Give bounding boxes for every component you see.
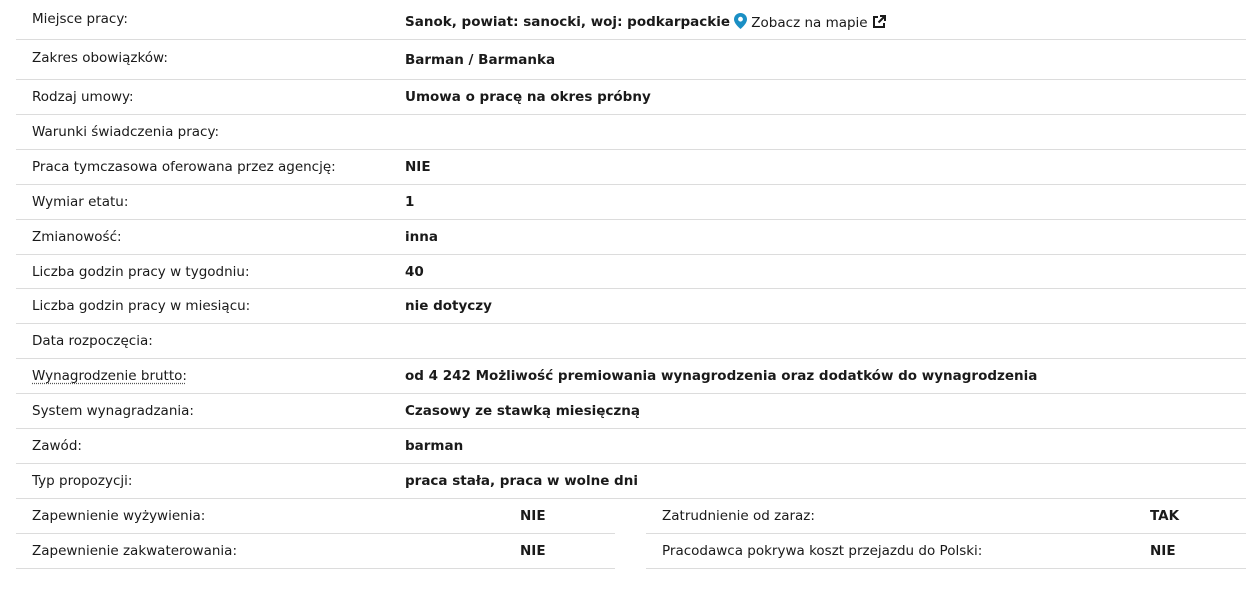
row-immediate-employment [646, 499, 1246, 534]
row-value: Czasowy ze stawką miesięczną [405, 403, 640, 419]
row-label: Zapewnienie zakwaterowania: [32, 543, 237, 559]
row-label: Praca tymczasowa oferowana przez agencję: [32, 159, 336, 175]
row-label: Liczba godzin pracy w miesiącu: [32, 298, 251, 314]
row-label: Warunki świadczenia pracy: [32, 124, 220, 140]
row-value: Barman / Barmanka [405, 52, 556, 68]
see-on-map-link[interactable] [734, 13, 886, 31]
row-value: 40 [405, 264, 424, 280]
see-on-map-label: Zobacz na mapie [751, 15, 868, 31]
row-value: barman [405, 438, 464, 454]
row-offer-type [16, 464, 1246, 499]
row-employment-size [16, 185, 1246, 220]
row-profession [16, 429, 1246, 464]
row-label: Typ propozycji: [32, 473, 133, 489]
row-gross-salary [16, 359, 1246, 394]
row-value: inna [405, 229, 438, 245]
row-label: Zmianowość: [32, 229, 122, 245]
row-contract-type [16, 80, 1246, 115]
row-duties [16, 40, 1246, 80]
row-label: Data rozpoczęcia: [32, 333, 153, 349]
row-label: Zawód: [32, 438, 82, 454]
row-label: Pracodawca pokrywa koszt przejazdu do Polski: [662, 543, 983, 559]
row-monthly-hours [16, 289, 1246, 324]
row-weekly-hours [16, 255, 1246, 289]
row-temp-agency [16, 150, 1246, 185]
row-value: od 4 242 Możliwość premiowania wynagrodzenia oraz dodatków do wynagrodzenia [405, 368, 1038, 384]
row-label: Wymiar etatu: [32, 194, 129, 210]
row-value: Umowa o pracę na okres próbny [405, 89, 651, 105]
row-label: Liczba godzin pracy w tygodniu: [32, 264, 250, 280]
row-value: NIE [520, 508, 546, 524]
row-value: nie dotyczy [405, 298, 492, 314]
row-work-location [16, 0, 1246, 40]
external-link-icon [872, 15, 886, 31]
row-label: System wynagradzania: [32, 403, 194, 419]
row-salary-system [16, 394, 1246, 429]
row-value: NIE [520, 543, 546, 559]
row-start-date [16, 324, 1246, 359]
row-value: 1 [405, 194, 415, 210]
row-label: Zapewnienie wyżywienia: [32, 508, 206, 524]
row-value: Sanok, powiat: sanocki, woj: podkarpackie [405, 14, 731, 30]
row-value: NIE [1150, 543, 1176, 559]
row-meals-provided [16, 499, 615, 534]
row-label: Rodzaj umowy: [32, 89, 134, 105]
row-label: Miejsce pracy: [32, 11, 128, 27]
row-accommodation-provided [16, 534, 615, 569]
row-work-conditions [16, 115, 1246, 150]
row-travel-cost-covered [646, 534, 1246, 569]
row-value: praca stała, praca w wolne dni [405, 473, 638, 489]
row-value: NIE [405, 159, 431, 175]
row-label: Zatrudnienie od zaraz: [662, 508, 815, 524]
row-label: Zakres obowiązków: [32, 50, 168, 66]
row-shift-pattern [16, 220, 1246, 255]
row-value: TAK [1150, 508, 1180, 524]
map-pin-icon [734, 15, 747, 31]
gross-salary-tooltip-label[interactable]: Wynagrodzenie brutto: [32, 368, 187, 384]
